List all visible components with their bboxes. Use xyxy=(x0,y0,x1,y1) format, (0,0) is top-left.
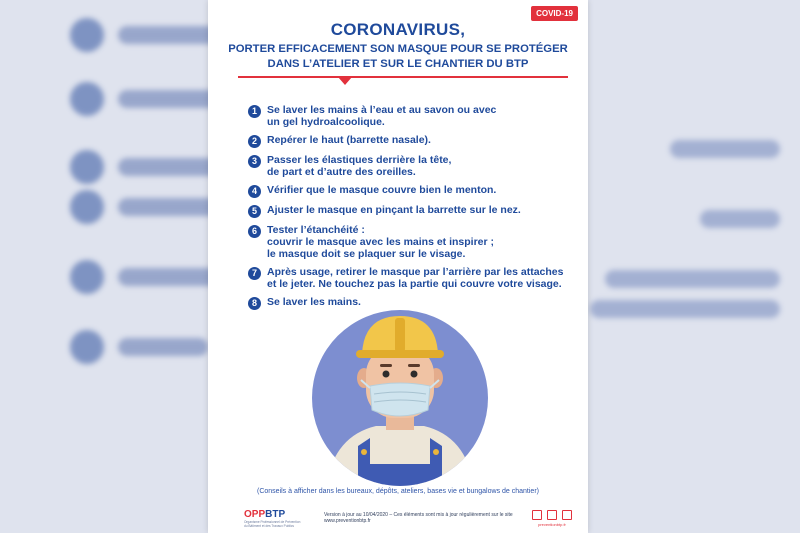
step-item xyxy=(248,154,568,178)
step-number: 7 xyxy=(248,267,261,280)
overall-button xyxy=(433,449,439,455)
bg-row xyxy=(70,190,228,224)
bg-row xyxy=(70,330,208,364)
laptop-icon xyxy=(547,510,557,520)
step-number: 5 xyxy=(248,205,261,218)
step-number: 4 xyxy=(248,185,261,198)
version-text: Version à jour au 10/04/2020 – Ces éléments sont mis à jour régulièrement sur le site www.preventionbtp.fr xyxy=(324,512,513,524)
poster-title xyxy=(208,20,588,72)
covid-badge: COVID-19 xyxy=(531,6,578,21)
logo-subtitle: Organisme Professionnel de Prévention du Bâtiment et des Travaux Publics xyxy=(244,519,301,528)
logo-btp: BTP xyxy=(265,508,286,520)
steps-list xyxy=(248,104,568,316)
footer xyxy=(244,506,572,530)
oppbtp-logo xyxy=(244,509,302,528)
step-text: Repérer le haut (barrette nasale). xyxy=(267,134,431,146)
website-link[interactable]: preventionbtp.fr xyxy=(538,521,566,527)
logo-opp: OPP xyxy=(244,508,266,520)
step-number: 6 xyxy=(248,225,261,238)
step-text: Après usage, retirer le masque par l’arrière par les attaches et le jeter. Ne touchez pas la partie qui couvre votre visage. xyxy=(267,266,564,290)
title-main: CORONAVIRUS, xyxy=(330,20,466,39)
bg-bar xyxy=(590,300,780,318)
eyebrow-left xyxy=(380,364,392,367)
step-number: 2 xyxy=(248,135,261,148)
poster xyxy=(208,0,588,533)
worker-illustration xyxy=(306,306,494,486)
device-icons xyxy=(532,510,572,527)
step-text: Ajuster le masque en pinçant la barrette sur le nez. xyxy=(267,204,521,216)
step-number: 8 xyxy=(248,297,261,310)
step-text: Vérifier que le masque couvre bien le menton. xyxy=(267,184,497,196)
divider-pointer xyxy=(338,77,352,85)
step-number: 1 xyxy=(248,105,261,118)
display-note: (Conseils à afficher dans les bureaux, dépôts, ateliers, bases vie et bungalows de chantier) xyxy=(257,488,539,495)
eye-right xyxy=(411,371,418,378)
overall-button xyxy=(361,449,367,455)
title-line-2: PORTER EFFICACEMENT SON MASQUE POUR SE PROTÉGER xyxy=(228,43,568,55)
bg-bar xyxy=(605,270,780,288)
step-item xyxy=(248,104,568,128)
monitor-icon xyxy=(562,510,572,520)
step-item xyxy=(248,184,568,198)
bg-row xyxy=(70,18,228,52)
overall-bib xyxy=(358,464,442,486)
step-text: Se laver les mains à l’eau et au savon ou avec un gel hydroalcoolique. xyxy=(267,104,497,128)
step-item xyxy=(248,224,568,260)
step-text: Se laver les mains. xyxy=(267,296,361,308)
step-text: Passer les élastiques derrière la tête, de part et d’autre des oreilles. xyxy=(267,154,452,178)
title-divider xyxy=(238,76,568,78)
step-number: 3 xyxy=(248,155,261,168)
title-line-3: DANS L’ATELIER ET SUR LE CHANTIER DU BTP xyxy=(267,58,529,70)
hard-hat-ridge xyxy=(395,318,405,352)
step-item xyxy=(248,204,568,218)
eyebrow-right xyxy=(408,364,420,367)
eye-left xyxy=(383,371,390,378)
bg-bar xyxy=(700,210,780,228)
bg-bar xyxy=(670,140,780,158)
step-text: Tester l’étanchéité : couvrir le masque avec les mains et inspirer ; le masque doit se plaquer sur le visage. xyxy=(267,224,495,260)
phone-icon xyxy=(532,510,542,520)
step-item xyxy=(248,266,568,290)
step-item xyxy=(248,134,568,148)
